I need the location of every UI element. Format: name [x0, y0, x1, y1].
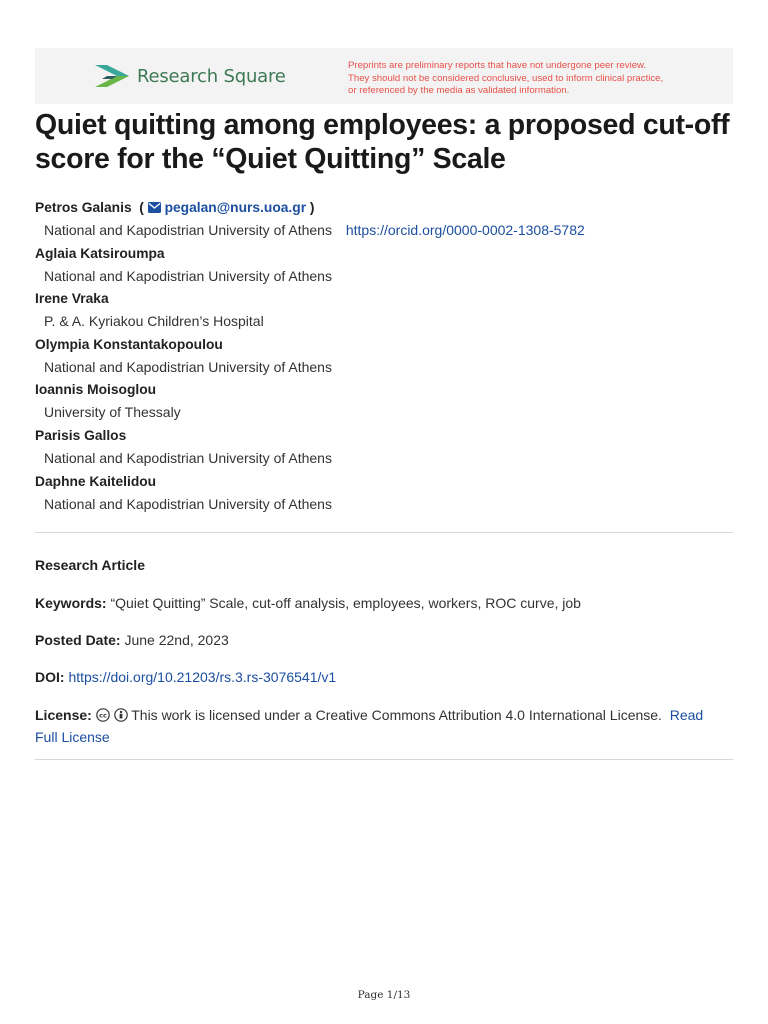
- full-license-link[interactable]: Full License: [35, 729, 110, 745]
- disclaimer-line: They should not be considered conclusive, used to inform clinical practice,: [348, 72, 664, 84]
- author-affiliation: University of Thessaly: [44, 404, 181, 421]
- page-number: Page 1/13: [357, 989, 411, 1001]
- research-square-logo[interactable]: [93, 63, 286, 89]
- author-name: Aglaia Katsiroumpa: [35, 245, 165, 261]
- license-row: [35, 704, 735, 748]
- author-entry: [35, 197, 735, 243]
- keywords-label: Keywords:: [35, 595, 107, 611]
- author-entry: [35, 243, 735, 289]
- keywords-row: [35, 592, 735, 614]
- keywords-value: “Quiet Quitting” Scale, cut-off analysis, employees, workers, ROC curve, job: [110, 595, 581, 611]
- read-license-link[interactable]: Read: [669, 707, 704, 723]
- author-affiliation: National and Kapodistrian University of Athens: [44, 449, 332, 466]
- license-label: License:: [35, 707, 92, 723]
- posted-date-label: Posted Date:: [35, 632, 121, 648]
- author-list: [35, 197, 735, 516]
- author-affiliation: P. & A. Kyriakou Children’s Hospital: [44, 313, 264, 330]
- divider: [35, 532, 733, 533]
- author-name: Parisis Gallos: [35, 427, 127, 443]
- author-entry: [35, 471, 735, 517]
- author-entry: [35, 334, 735, 380]
- author-name: Petros Galanis: [35, 200, 132, 215]
- header-banner: [35, 48, 733, 104]
- posted-date-value: June 22nd, 2023: [124, 632, 229, 648]
- author-name: Irene Vraka: [35, 291, 109, 307]
- attribution-icon: [114, 708, 128, 722]
- author-name: Daphne Kaitelidou: [35, 473, 157, 489]
- research-square-logo-icon: [93, 63, 131, 89]
- doi-row: [35, 666, 735, 688]
- license-text: This work is licensed under a Creative Commons Attribution 4.0 International License.: [131, 707, 662, 723]
- envelope-icon: [148, 202, 161, 213]
- author-entry: [35, 288, 735, 334]
- logo-text: Research Square: [137, 65, 286, 87]
- author-entry: [35, 425, 735, 471]
- orcid-link[interactable]: https://orcid.org/0000-0002-1308-5782: [345, 222, 585, 238]
- doi-label: DOI:: [35, 669, 65, 685]
- article-type-label: Research Article: [35, 557, 145, 573]
- disclaimer-line: Preprints are preliminary reports that have not undergone peer review.: [348, 60, 647, 71]
- doi-link[interactable]: https://doi.org/10.21203/rs.3.rs-3076541/v1: [68, 669, 337, 685]
- author-affiliation: National and Kapodistrian University of Athens: [44, 358, 332, 375]
- preprint-disclaimer: [348, 60, 663, 98]
- posted-date-row: [35, 629, 735, 651]
- disclaimer-line: or referenced by the media as validated information.: [348, 85, 570, 97]
- article-type: [35, 554, 735, 576]
- author-name: Olympia Konstantakopoulou: [35, 336, 223, 352]
- author-affiliation: National and Kapodistrian University of Athens: [44, 495, 332, 512]
- author-name: Ioannis Moisoglou: [35, 382, 157, 398]
- creative-commons-icon: [96, 708, 110, 722]
- svg-text:cc: cc: [98, 711, 107, 720]
- author-email-link[interactable]: pegalan@nurs.uoa.gr: [164, 200, 307, 215]
- author-affiliation: National and Kapodistrian University of Athens: [44, 222, 332, 238]
- paper-title: Quiet quitting among employees: a proposed cut-off score for the “Quiet Quitting” Scale: [35, 109, 730, 175]
- email-wrapper: ( pegalan@nurs.uoa.gr ): [135, 200, 315, 215]
- author-affiliation: National and Kapodistrian University of Athens: [44, 267, 332, 284]
- author-entry: [35, 379, 735, 425]
- divider: [35, 759, 733, 760]
